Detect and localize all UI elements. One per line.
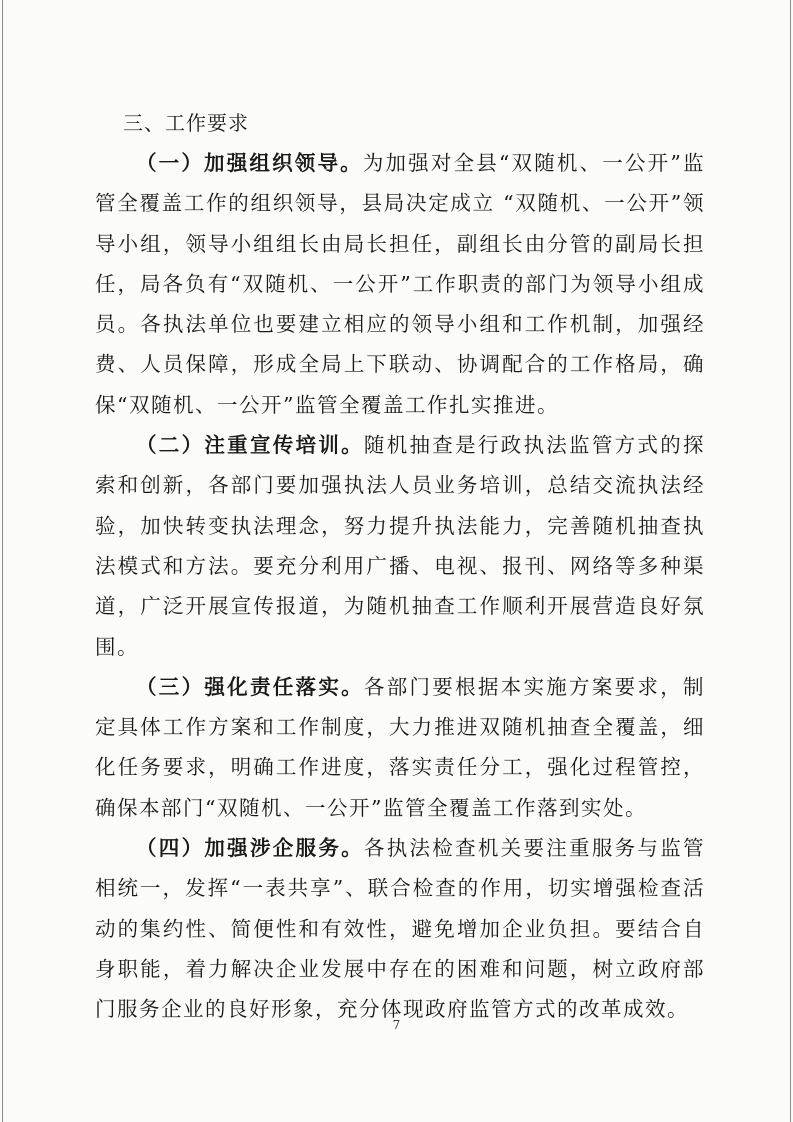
paragraph-1-lead: （一）加强组织领导。 (136, 151, 363, 175)
paragraph-1-body: 为加强对全县“双随机、一公开”监管全覆盖工作的组织领导，县局决定成立 “双随机、一公开”领导小组，领导小组组长由局长担任，副组长由分管的副局长担任，局各负有“双随机、一公开”工作职责的部门为领导小组成员。各执法单位也要建立相应的领导小组和工作机制，加强经费、人员保障，形成全局上下联动、协调配合的工作格局，确保“双随机、一公开”监管全覆盖工作扎实推进。 (95, 151, 705, 417)
page-border-right (790, 0, 791, 1122)
document-body (95, 103, 705, 1030)
section-heading: 三、工作要求 (123, 111, 249, 135)
page-number: 7 (392, 1018, 401, 1032)
paragraph-1 (95, 143, 705, 425)
paragraph-2 (95, 425, 705, 667)
paragraph-2-lead: （二）注重宣传培训。 (136, 433, 364, 458)
paragraph-2-body: 随机抽查是行政执法监管方式的探索和创新，各部门要加强执法人员业务培训，总结交流执法经验，加快转变执法理念，努力提升执法能力，完善随机抽查执法模式和方法。要充分利用广播、电视、报刊、网络等多种渠道，广泛开展宣传报道，为随机抽查工作顺利开展营造良好氛围。 (95, 433, 706, 659)
paragraph-3-lead: （三）强化责任落实。 (136, 674, 364, 699)
paragraph-3 (95, 667, 705, 828)
paragraph-3-body: 各部门要根据本实施方案要求，制定具体工作方案和工作制度，大力推进双随机抽查全覆盖，细化任务要求，明确工作进度，落实责任分工，强化过程管控，确保本部门“双随机、一公开”监管全覆盖工作落到实处。 (95, 674, 706, 820)
paragraph-4-body: 各执法检查机关要注重服务与监管相统一，发挥“一表共享”、联合检查的作用，切实增强检查活动的集约性、简便性和有效性，避免增加企业负担。要结合自身职能，着力解决企业发展中存在的困难和问题，树立政府部门服务企业的良好形象，充分体现政府监管方式的改革成效。 (95, 836, 706, 1022)
page-border-left (2, 0, 3, 1122)
paragraph-4-lead: （四）加强涉企服务。 (136, 836, 364, 861)
paragraph-4 (95, 828, 705, 1029)
